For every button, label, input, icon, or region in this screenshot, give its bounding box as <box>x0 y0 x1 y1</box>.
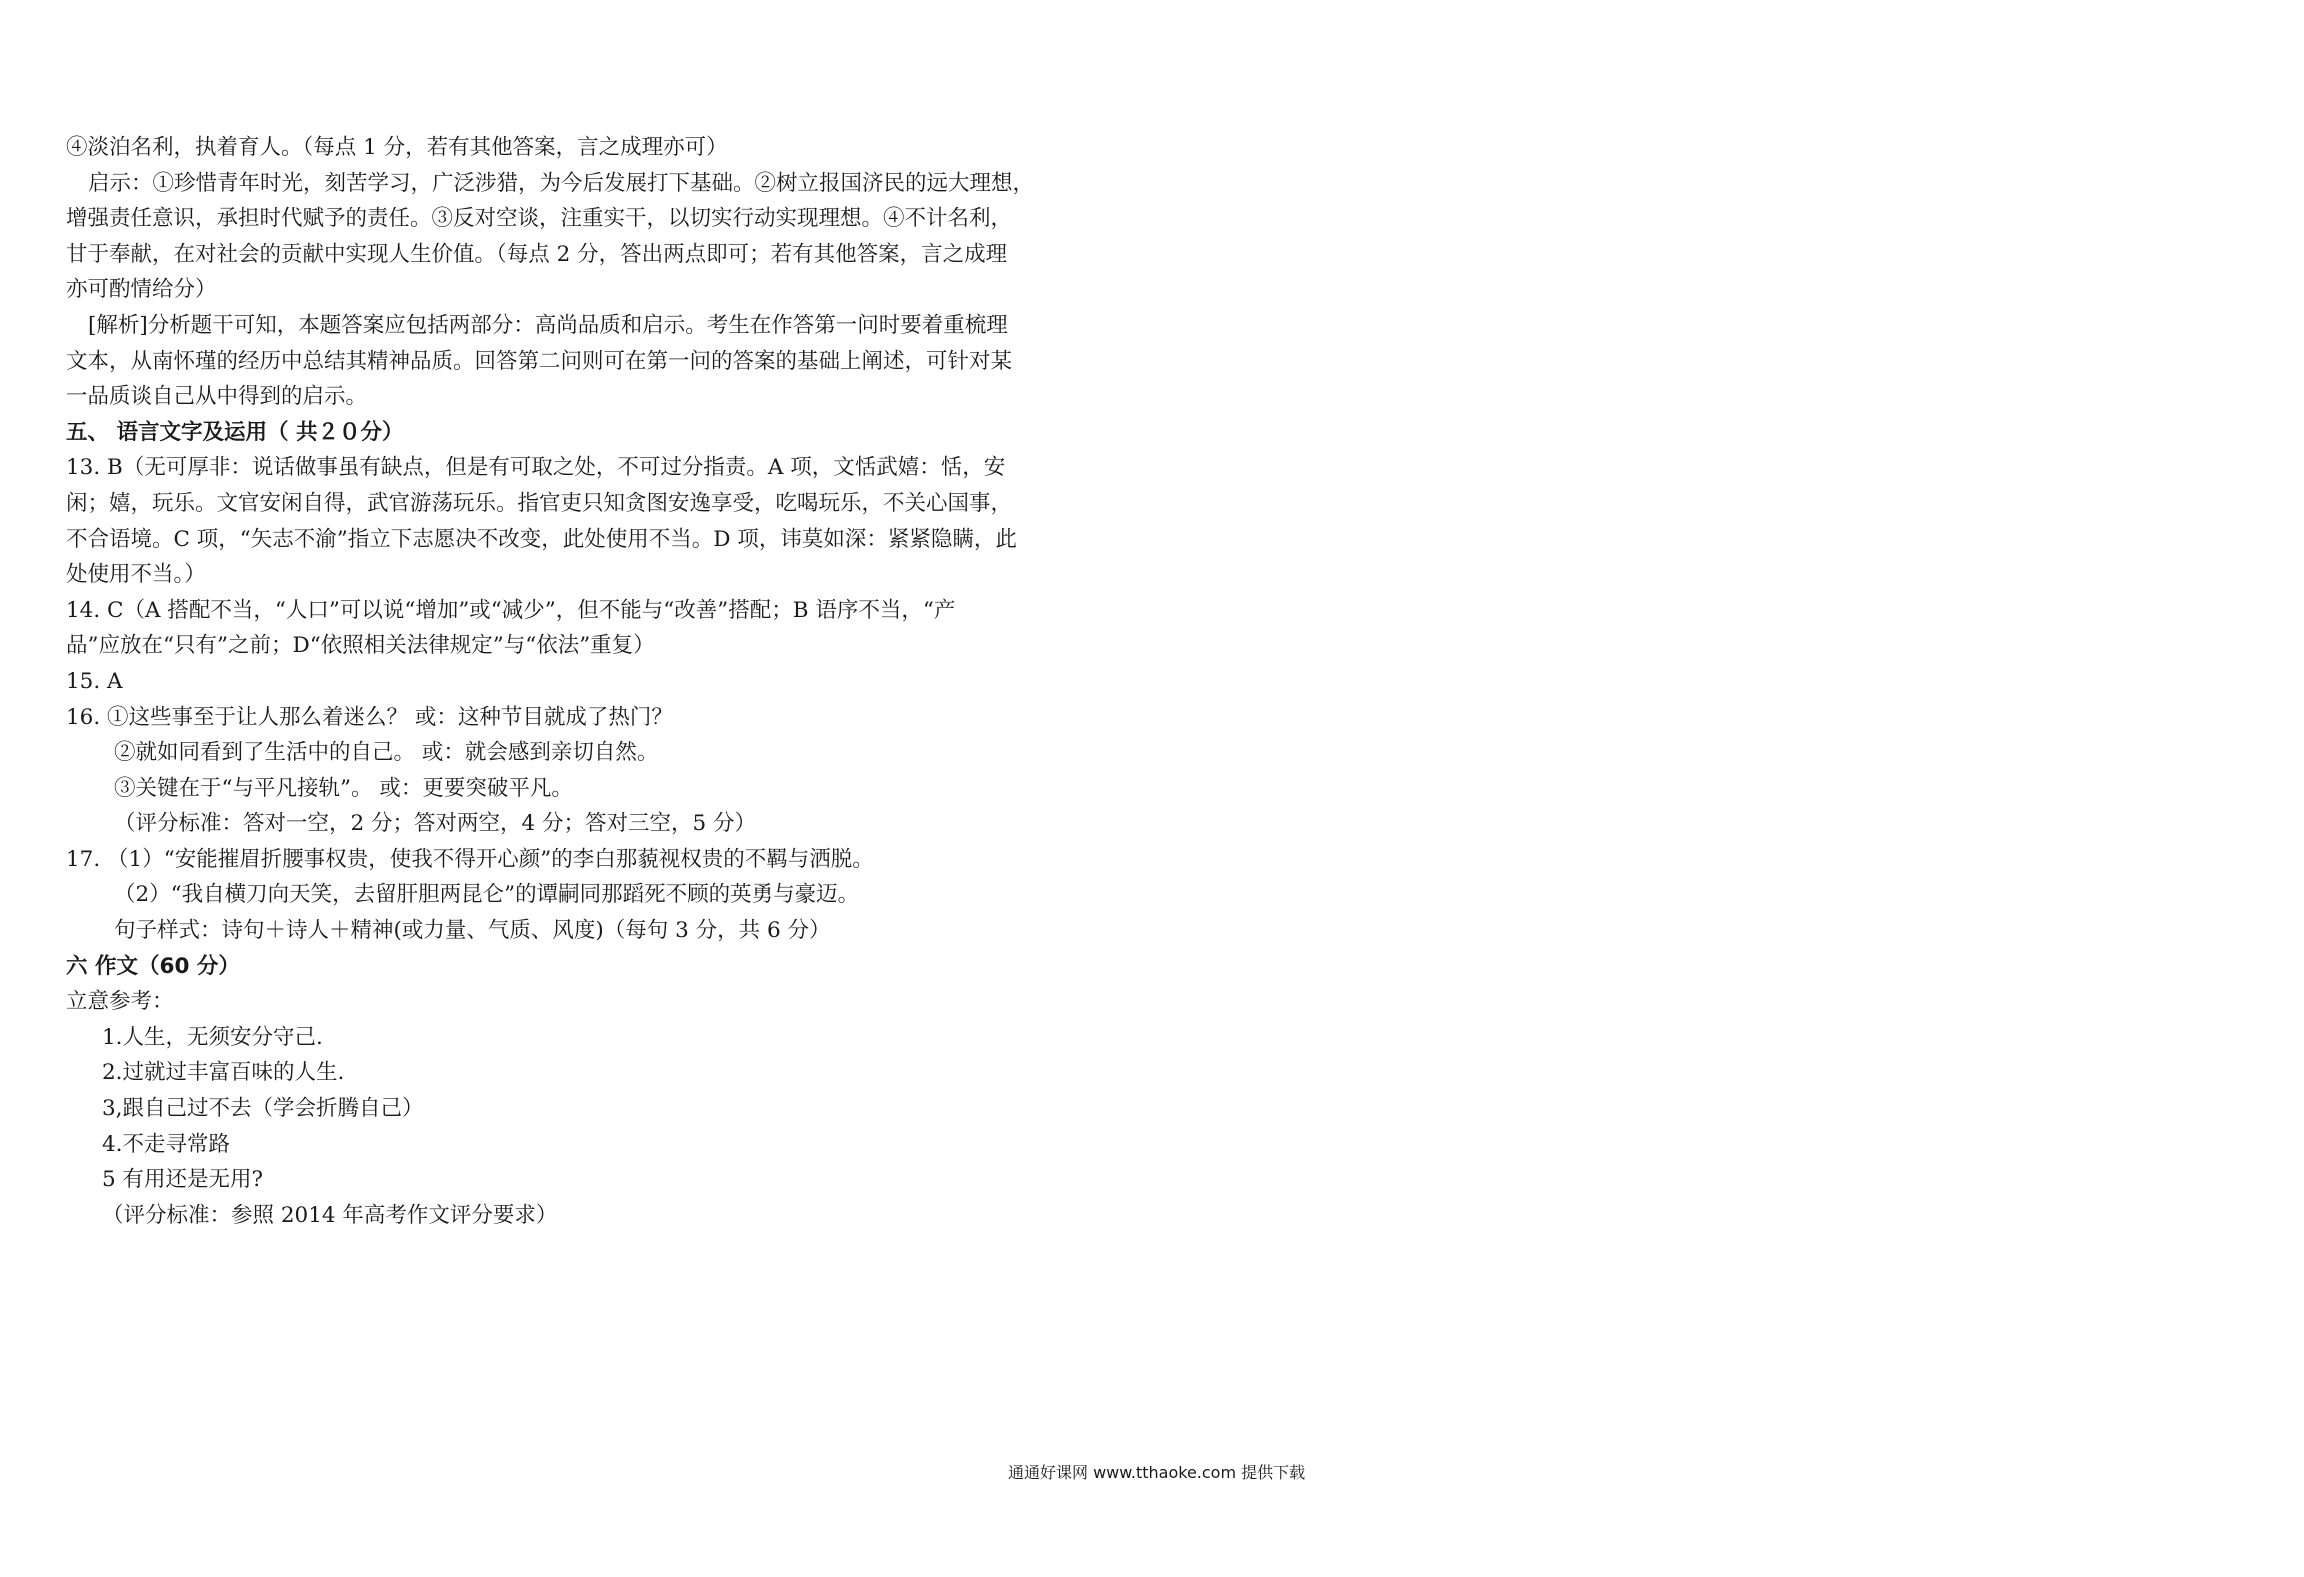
text-line: ③关键在于“与平凡接轨”。 或：更要突破平凡。 <box>114 775 573 801</box>
text-line: 14. C（A 搭配不当，“人口”可以说“增加”或“减少”，但不能与“改善”搭配；B 语序不当，“产 <box>66 597 956 623</box>
text-line: 3,跟自己过不去（学会折腾自己） <box>102 1096 424 1122</box>
text-line: 一品质谈自己从中得到的启示。 <box>66 384 368 410</box>
text-line: （评分标准：参照 2014 年高考作文评分要求） <box>102 1202 558 1228</box>
section-heading: 五、 语言文字及运用（ 共２０分） <box>66 419 404 445</box>
text-line: 15. A <box>66 668 123 694</box>
text-line: 文本，从南怀瑾的经历中总结其精神品质。回答第二问则可在第一问的答案的基础上阐述，可针对某 <box>66 348 1013 374</box>
text-line: 17. （1）“安能摧眉折腰事权贵，使我不得开心颜”的李白那藐视权贵的不羁与洒脱。 <box>66 846 874 872</box>
text-line: [解析]分析题干可知，本题答案应包括两部分：高尚品质和启示。考生在作答第一问时要着重梳理 <box>88 312 1008 338</box>
text-line: 启示：①珍惜青年时光，刻苦学习，广泛涉猎，为今后发展打下基础。②树立报国济民的远大理想， <box>88 170 1035 196</box>
text-line: 句子样式：诗句＋诗人＋精神(或力量、气质、风度)（每句 3 分，共 6 分） <box>114 918 831 944</box>
text-line: 16. ①这些事至于让人那么着迷么？ 或：这种节目就成了热门？ <box>66 704 673 730</box>
answer-text-column <box>66 130 1176 1233</box>
page-footer: 通通好课网 www.tthaoke.com 提供下载 <box>1008 1463 1306 1482</box>
text-line: 甘于奉献，在对社会的贡献中实现人生价值。（每点 2 分，答出两点即可；若有其他答案，言之成理 <box>66 241 1008 267</box>
text-line: 亦可酌情给分） <box>66 277 217 303</box>
text-line: ④淡泊名利，执着育人。（每点 1 分，若有其他答案，言之成理亦可） <box>66 135 728 160</box>
text-line: （评分标准：答对一空，2 分；答对两空，4 分；答对三空，5 分） <box>114 811 757 837</box>
text-line: 品”应放在“只有”之前；D“依照相关法律规定”与“依法”重复） <box>66 633 655 659</box>
text-line: 不合语境。C 项，“矢志不渝”指立下志愿决不改变，此处使用不当。D 项，讳莫如深：紧紧隐瞒，此 <box>66 526 1017 552</box>
text-line: （2）“我自横刀向天笑，去留肝胆两昆仑”的谭嗣同那蹈死不顾的英勇与豪迈。 <box>114 882 860 908</box>
text-line: ②就如同看到了生活中的自己。 或：就会感到亲切自然。 <box>114 740 659 766</box>
text-line: 2.过就过丰富百味的人生. <box>102 1060 345 1086</box>
text-line: 4.不走寻常路 <box>102 1131 231 1157</box>
text-line: 处使用不当。） <box>66 562 206 588</box>
section-heading: 六 作文（60 分） <box>66 953 240 979</box>
text-line: 闲；嬉，玩乐。文官安闲自得，武官游荡玩乐。指官吏只知贪图安逸享受，吃喝玩乐，不关心国事， <box>66 490 1013 516</box>
text-line: 13. B（无可厚非：说话做事虽有缺点，但是有可取之处，不可过分指责。A 项，文恬武嬉：恬，安 <box>66 455 1006 481</box>
text-line: 5 有用还是无用? <box>102 1167 264 1193</box>
text-line: 增强责任意识，承担时代赋予的责任。③反对空谈，注重实干，以切实行动实现理想。④不计名利， <box>66 206 1013 232</box>
text-line: 1.人生，无须安分守己. <box>102 1024 323 1050</box>
text-line: 立意参考： <box>66 989 174 1015</box>
